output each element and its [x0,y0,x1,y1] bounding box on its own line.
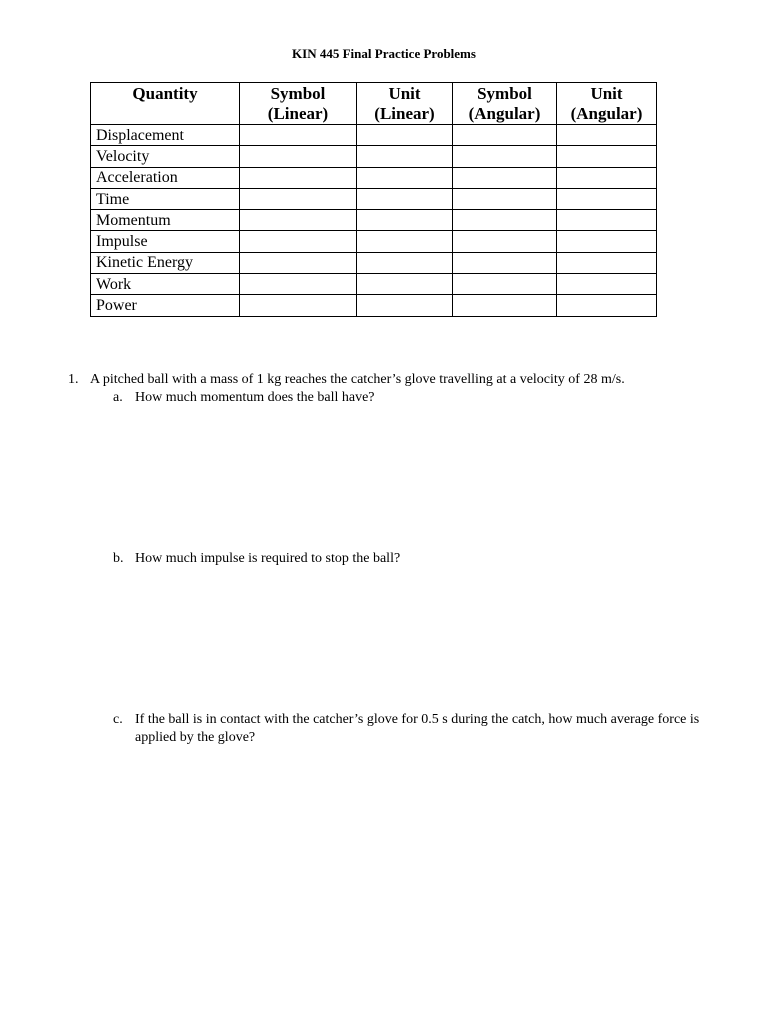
blank-cell [453,252,557,273]
table-row [91,210,657,231]
blank-cell [453,167,557,188]
blank-cell [357,252,453,273]
header-symbol-linear: Symbol (Linear) [240,83,357,125]
table-row [91,188,657,209]
page-title: KIN 445 Final Practice Problems [292,46,476,61]
part-c-letter: c. [113,712,123,727]
blank-cell [557,125,657,146]
blank-cell [357,210,453,231]
part-b-letter: b. [113,551,124,566]
part-a-letter: a. [113,390,123,405]
problem-1-text: A pitched ball with a mass of 1 kg reaches the catcher’s glove travelling at a velocity of 28 m/s. [90,372,625,387]
blank-cell [453,231,557,252]
header-unit-angular: Unit (Angular) [557,83,657,125]
blank-cell [557,188,657,209]
table-row [91,125,657,146]
part-b-text: How much impulse is required to stop the ball? [135,551,401,566]
table-row [91,252,657,273]
blank-cell [557,210,657,231]
blank-cell [453,274,557,295]
header-quantity: Quantity [91,83,240,125]
blank-cell [453,295,557,316]
quantities-table [90,82,657,317]
row-label: Momentum [91,210,240,231]
blank-cell [357,146,453,167]
problem-1-number: 1. [68,372,79,387]
blank-cell [357,167,453,188]
blank-cell [557,231,657,252]
blank-cell [240,231,357,252]
table-header-row [91,83,657,125]
blank-cell [240,274,357,295]
table-row [91,274,657,295]
header-unit-linear: Unit (Linear) [357,83,453,125]
row-label: Work [91,274,240,295]
blank-cell [240,167,357,188]
blank-cell [240,295,357,316]
blank-cell [357,295,453,316]
table-row [91,231,657,252]
blank-cell [557,146,657,167]
row-label: Power [91,295,240,316]
problem-1 [68,371,758,389]
part-c-text-continued: applied by the glove? [135,730,256,745]
row-label: Impulse [91,231,240,252]
problem-1b [113,550,753,568]
blank-cell [557,274,657,295]
problem-1a [113,389,753,407]
blank-cell [357,188,453,209]
blank-cell [453,146,557,167]
row-label: Velocity [91,146,240,167]
part-c-text: If the ball is in contact with the catcher’s glove for 0.5 s during the catch, how much average force is [135,712,700,727]
blank-cell [240,210,357,231]
blank-cell [453,188,557,209]
blank-cell [557,252,657,273]
blank-cell [240,252,357,273]
problem-1c [113,711,763,747]
row-label: Displacement [91,125,240,146]
row-label: Acceleration [91,167,240,188]
blank-cell [357,125,453,146]
blank-cell [557,167,657,188]
blank-cell [557,295,657,316]
table-row [91,146,657,167]
blank-cell [240,125,357,146]
blank-cell [453,210,557,231]
row-label: Kinetic Energy [91,252,240,273]
blank-cell [357,274,453,295]
header-symbol-angular: Symbol (Angular) [453,83,557,125]
row-label: Time [91,188,240,209]
part-a-text: How much momentum does the ball have? [135,390,375,405]
blank-cell [240,188,357,209]
blank-cell [357,231,453,252]
table-row [91,295,657,316]
blank-cell [453,125,557,146]
blank-cell [240,146,357,167]
table-row [91,167,657,188]
